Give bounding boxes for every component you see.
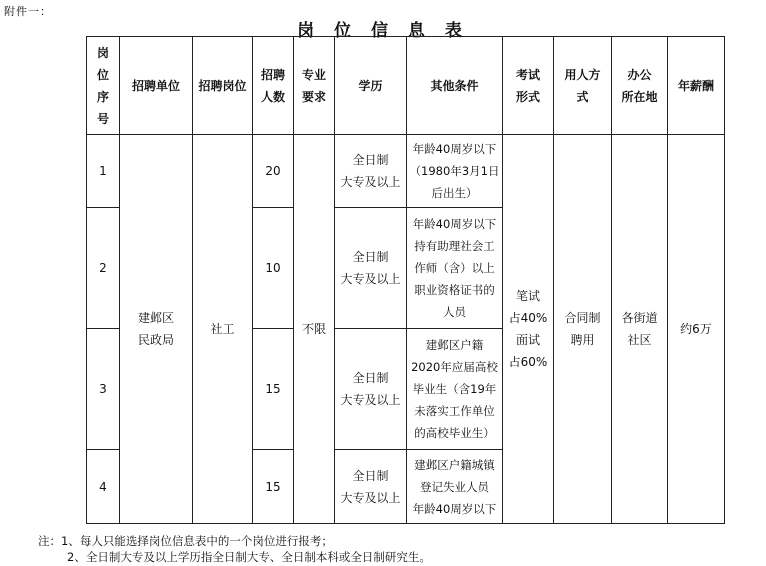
header-exam: 考试 形式 [503,37,554,135]
office-cell: 各街道 社区 [612,135,668,524]
table-row [87,135,725,208]
header-seq: 岗 位 序 号 [87,37,120,135]
salary-cell: 约6万 [668,135,725,524]
position-info-table [86,36,725,524]
header-unit: 招聘单位 [120,37,193,135]
employment-cell: 合同制 聘用 [554,135,612,524]
count-cell: 20 [253,135,294,208]
header-salary: 年薪酬 [668,37,725,135]
footnote-1: 注：1、每人只能选择岗位信息表中的一个岗位进行报考； [38,534,333,548]
other-conditions-cell: 年龄40周岁以下 （1980年3月1日 后出生） [407,135,503,208]
header-major: 专业 要求 [294,37,335,135]
education-cell: 全日制 大专及以上 [335,135,407,208]
other-conditions-cell: 年龄40周岁以下 持有助理社会工 作师（含）以上 职业资格证书的 人员 [407,208,503,329]
education-cell: 全日制 大专及以上 [335,208,407,329]
position-cell: 社工 [193,135,253,524]
education-cell: 全日制 大专及以上 [335,329,407,450]
seq-cell: 2 [87,208,120,329]
header-office: 办公 所在地 [612,37,668,135]
count-cell: 15 [253,450,294,524]
header-position: 招聘岗位 [193,37,253,135]
table-header-row [87,37,725,135]
header-other: 其他条件 [407,37,503,135]
unit-cell: 建邺区 民政局 [120,135,193,524]
footnote-2: 2、全日制大专及以上学历指全日制大专、全日制本科或全日制研究生。 [67,550,431,564]
exam-cell: 笔试 占40% 面试 占60% [503,135,554,524]
other-conditions-cell: 建邺区户籍城镇 登记失业人员 年龄40周岁以下 [407,450,503,524]
education-cell: 全日制 大专及以上 [335,450,407,524]
seq-cell: 1 [87,135,120,208]
header-employment: 用人方 式 [554,37,612,135]
count-cell: 10 [253,208,294,329]
seq-cell: 3 [87,329,120,450]
attachment-label: 附件一： [4,5,52,18]
footnotes [38,533,431,565]
seq-cell: 4 [87,450,120,524]
major-cell: 不限 [294,135,335,524]
page-title: 岗 位 信 息 表 [297,21,469,41]
count-cell: 15 [253,329,294,450]
other-conditions-cell: 建邺区户籍 2020年应届高校 毕业生（含19年 未落实工作单位 的高校毕业生） [407,329,503,450]
header-count: 招聘 人数 [253,37,294,135]
header-education: 学历 [335,37,407,135]
